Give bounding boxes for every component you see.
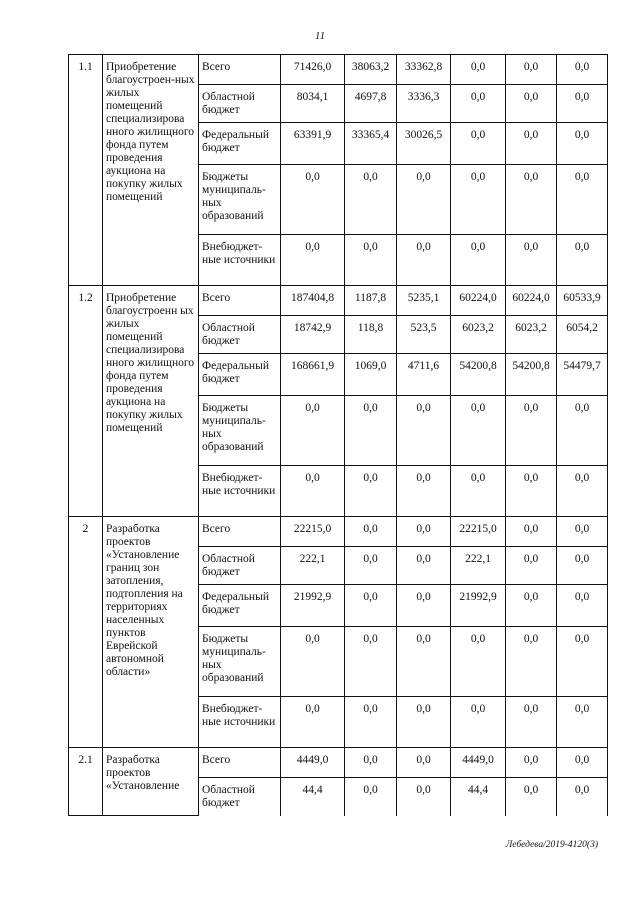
item-description: Разработка проектов «Установление [103,748,199,816]
amount-cell: 0,0 [506,396,557,466]
amount-cell: 0,0 [397,627,451,697]
amount-cell: 0,0 [506,55,557,85]
funding-source: Внебюджет-ные источники [199,235,281,286]
table-row [69,286,608,316]
amount-cell: 0,0 [345,235,397,286]
item-number: 1.1 [69,55,103,286]
amount-cell: 54479,7 [557,354,608,396]
funding-source: Бюджеты муниципаль-ных образований [199,396,281,466]
amount-cell: 0,0 [506,547,557,585]
amount-cell: 0,0 [557,165,608,235]
funding-source: Всего [199,55,281,85]
amount-cell: 0,0 [397,396,451,466]
amount-cell: 21992,9 [451,585,506,627]
item-description: Приобретение благоустроен-ных жилых помещений специализирова нного жилищного фонда путем проведения аукциона на покупку жилых помещений [103,55,199,286]
amount-cell: 0,0 [451,85,506,123]
funding-source: Всего [199,286,281,316]
table-row [69,748,608,778]
amount-cell: 0,0 [281,235,345,286]
amount-cell: 0,0 [397,235,451,286]
amount-cell: 5235,1 [397,286,451,316]
amount-cell: 22215,0 [451,517,506,547]
amount-cell: 0,0 [451,55,506,85]
table-row [69,55,608,85]
amount-cell: 0,0 [506,697,557,748]
amount-cell: 0,0 [281,396,345,466]
amount-cell: 0,0 [557,627,608,697]
amount-cell: 0,0 [557,466,608,517]
amount-cell: 0,0 [397,778,451,816]
amount-cell: 0,0 [557,585,608,627]
table-row [69,517,608,547]
amount-cell: 44,4 [281,778,345,816]
amount-cell: 0,0 [451,396,506,466]
amount-cell: 168661,9 [281,354,345,396]
amount-cell: 0,0 [557,123,608,165]
amount-cell: 22215,0 [281,517,345,547]
funding-source: Федеральный бюджет [199,354,281,396]
amount-cell: 0,0 [557,547,608,585]
amount-cell: 0,0 [557,697,608,748]
amount-cell: 0,0 [557,235,608,286]
amount-cell: 0,0 [557,778,608,816]
amount-cell: 1187,8 [345,286,397,316]
amount-cell: 0,0 [451,627,506,697]
amount-cell: 0,0 [557,55,608,85]
amount-cell: 3336,3 [397,85,451,123]
amount-cell: 0,0 [397,517,451,547]
item-number: 2 [69,517,103,748]
amount-cell: 4711,6 [397,354,451,396]
amount-cell: 6023,2 [506,316,557,354]
amount-cell: 6054,2 [557,316,608,354]
budget-table [68,54,608,816]
amount-cell: 0,0 [451,123,506,165]
amount-cell: 60224,0 [451,286,506,316]
page-number: 11 [314,30,326,42]
amount-cell: 0,0 [506,778,557,816]
amount-cell: 0,0 [345,396,397,466]
item-description: Приобретение благоустроенн ых жилых помещений специализирова нного жилищного фонда путем проведения аукциона на покупку жилых помещений [103,286,199,517]
amount-cell: 0,0 [506,165,557,235]
amount-cell: 0,0 [281,627,345,697]
funding-source: Областной бюджет [199,316,281,354]
amount-cell: 0,0 [506,85,557,123]
amount-cell: 0,0 [281,697,345,748]
amount-cell: 71426,0 [281,55,345,85]
amount-cell: 0,0 [397,585,451,627]
amount-cell: 0,0 [451,235,506,286]
funding-source: Областной бюджет [199,547,281,585]
amount-cell: 0,0 [397,748,451,778]
amount-cell: 33365,4 [345,123,397,165]
amount-cell: 0,0 [345,165,397,235]
amount-cell: 187404,8 [281,286,345,316]
amount-cell: 1069,0 [345,354,397,396]
funding-source: Областной бюджет [199,778,281,816]
funding-source: Внебюджет-ные источники [199,466,281,517]
funding-source: Бюджеты муниципаль-ных образований [199,165,281,235]
amount-cell: 0,0 [451,165,506,235]
amount-cell: 4697,8 [345,85,397,123]
amount-cell: 0,0 [345,466,397,517]
amount-cell: 0,0 [397,165,451,235]
amount-cell: 0,0 [506,585,557,627]
amount-cell: 54200,8 [506,354,557,396]
amount-cell: 0,0 [281,466,345,517]
amount-cell: 0,0 [345,585,397,627]
amount-cell: 4449,0 [281,748,345,778]
amount-cell: 0,0 [451,466,506,517]
amount-cell: 18742,9 [281,316,345,354]
amount-cell: 6023,2 [451,316,506,354]
amount-cell: 0,0 [506,123,557,165]
amount-cell: 60224,0 [506,286,557,316]
amount-cell: 0,0 [345,778,397,816]
amount-cell: 30026,5 [397,123,451,165]
item-description: Разработка проектов «Установление границ зон затопления, подтопления на территориях населенных пунктов Еврейской автономной области» [103,517,199,748]
amount-cell: 0,0 [345,627,397,697]
amount-cell: 0,0 [451,697,506,748]
amount-cell: 0,0 [506,627,557,697]
amount-cell: 0,0 [397,697,451,748]
amount-cell: 63391,9 [281,123,345,165]
funding-source: Бюджеты муниципаль-ных образований [199,627,281,697]
amount-cell: 0,0 [345,748,397,778]
amount-cell: 0,0 [557,517,608,547]
document-footer: Лебедева/2019-4120(3) [505,840,598,850]
amount-cell: 33362,8 [397,55,451,85]
amount-cell: 0,0 [557,396,608,466]
amount-cell: 0,0 [506,517,557,547]
funding-source: Внебюджет-ные источники [199,697,281,748]
amount-cell: 4449,0 [451,748,506,778]
amount-cell: 0,0 [557,748,608,778]
amount-cell: 118,8 [345,316,397,354]
amount-cell: 0,0 [506,748,557,778]
item-number: 2.1 [69,748,103,816]
amount-cell: 0,0 [345,517,397,547]
amount-cell: 8034,1 [281,85,345,123]
amount-cell: 0,0 [397,466,451,517]
funding-source: Областной бюджет [199,85,281,123]
amount-cell: 0,0 [557,85,608,123]
amount-cell: 222,1 [451,547,506,585]
funding-source: Всего [199,748,281,778]
amount-cell: 0,0 [345,697,397,748]
amount-cell: 21992,9 [281,585,345,627]
amount-cell: 0,0 [506,466,557,517]
amount-cell: 44,4 [451,778,506,816]
funding-source: Федеральный бюджет [199,123,281,165]
amount-cell: 54200,8 [451,354,506,396]
amount-cell: 523,5 [397,316,451,354]
funding-source: Федеральный бюджет [199,585,281,627]
funding-source: Всего [199,517,281,547]
amount-cell: 0,0 [281,165,345,235]
amount-cell: 222,1 [281,547,345,585]
amount-cell: 38063,2 [345,55,397,85]
amount-cell: 0,0 [506,235,557,286]
amount-cell: 60533,9 [557,286,608,316]
item-number: 1.2 [69,286,103,517]
amount-cell: 0,0 [345,547,397,585]
amount-cell: 0,0 [397,547,451,585]
